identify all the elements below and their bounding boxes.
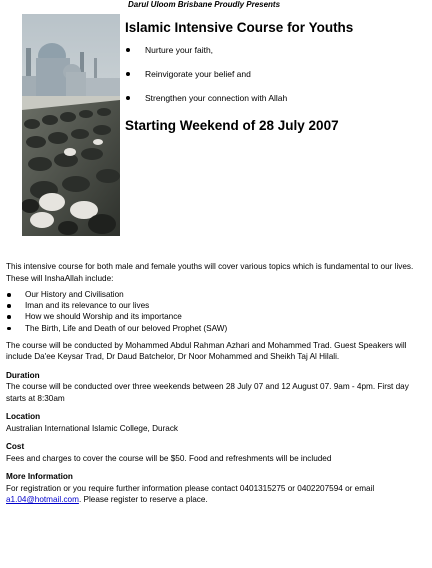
goal-item: Nurture your faith, xyxy=(125,44,287,68)
course-details xyxy=(6,261,426,506)
goal-item: Strengthen your connection with Allah xyxy=(125,92,287,116)
topic-item: Iman and its relevance to our lives xyxy=(6,300,426,311)
goals-list xyxy=(125,44,287,116)
start-date-heading: Starting Weekend of 28 July 2007 xyxy=(125,118,339,133)
presenter-line: Darul Uloom Brisbane Proudly Presents xyxy=(128,0,281,9)
duration-text: The course will be conducted over three weekends between 28 July 07 and 12 August 07. 9am - 4pm. First day starts at 8:30am xyxy=(6,382,409,403)
cost-heading: Cost xyxy=(6,442,25,452)
location-section xyxy=(6,411,426,434)
topic-item: Our History and Civilisation xyxy=(6,289,426,300)
cost-text: Fees and charges to cover the course will be $50. Food and refreshments will be included xyxy=(6,453,332,463)
topic-item: The Birth, Life and Death of our beloved Prophet (SAW) xyxy=(6,323,426,334)
topic-item: How we should Worship and its importance xyxy=(6,311,426,322)
cost-section xyxy=(6,441,426,464)
email-link[interactable]: a1.04@hotmail.com xyxy=(6,495,79,505)
duration-heading: Duration xyxy=(6,370,40,380)
topics-list xyxy=(6,289,426,334)
more-info-text xyxy=(6,483,426,506)
more-info-heading: More Information xyxy=(6,472,73,482)
intro-paragraph: This intensive course for both male and female youths will cover various topics which is fundamental to our lives. These will InshaAllah include: xyxy=(6,262,414,283)
duration-section xyxy=(6,370,426,405)
mosque-prayer-photo xyxy=(22,14,120,236)
more-info-text-after: . Please register to reserve a place. xyxy=(78,495,208,505)
course-title: Islamic Intensive Course for Youths xyxy=(125,20,354,35)
more-info-section xyxy=(6,471,426,506)
more-info-text-before: For registration or you require further information please contact 0401315275 or 0402207594 or email xyxy=(6,483,375,493)
goal-item: Reinvigorate your belief and xyxy=(125,68,287,92)
location-heading: Location xyxy=(6,412,41,422)
location-text: Australian International Islamic College, Durack xyxy=(6,423,179,433)
conductors-paragraph: The course will be conducted by Mohammed Abdul Rahman Azhari and Mohammed Trad. Guest Speakers will include Da'ee Keysar Trad, Dr Daud Batchelor, Dr Noor Mohammed and Sheikh Taj Al Hilali. xyxy=(6,340,407,362)
